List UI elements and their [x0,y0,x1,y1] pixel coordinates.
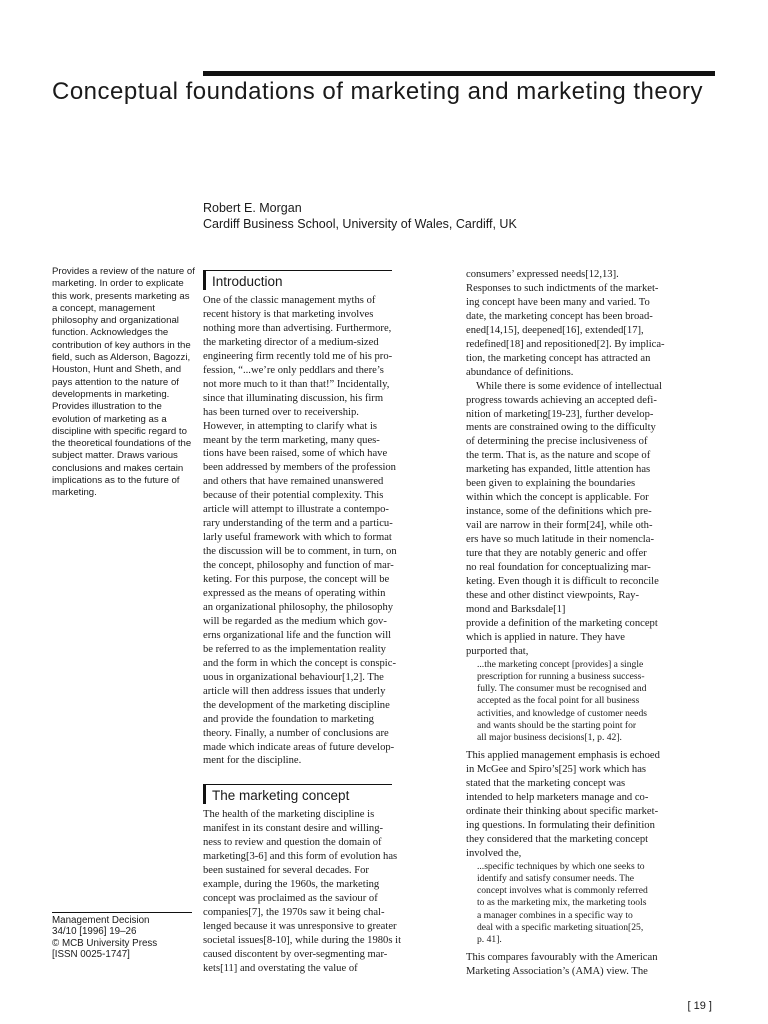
text-line: they considered that the marketing concept [466,833,649,845]
text-line: and the form in which the concept is conspic- [203,657,396,669]
text-line: provide a definition of the marketing concept [466,617,658,629]
concept-paragraph [203,808,458,975]
text-line: the marketing director of a medium-sized [203,336,379,348]
text-line: not more much to it than that!” Incidentally, [203,378,390,390]
text-line: the concept, philosophy and function of mar- [203,560,394,572]
text-line: tions have been raised, some of which have [203,448,388,460]
text-line: manifest in its constant desire and willing- [203,823,384,835]
right-paragraph-4 [466,951,721,979]
text-line: involved the, [466,847,522,859]
text-line: ordinate their thinking about specific market- [466,805,659,817]
text-line: lenged because it was unresponsive to greater [203,921,397,933]
right-paragraph-1 [466,268,721,380]
text-line: concept was proclaimed as the saviour of [203,893,378,905]
text-line: accepted as the focal point for all business [477,695,640,707]
block-quote-2 [466,861,721,946]
text-line: concept involves what is commonly referred [477,885,648,897]
text-line: engineering firm recently told me of his pro- [203,350,393,362]
text-line: Marketing Association’s (AMA) view. The [466,966,648,978]
text-line: larly useful framework with which to format [203,532,392,544]
text-line: ers have so much latitude in their nomencla- [466,534,654,546]
text-line: societal issues[8-10], while during the 1980s it [203,934,402,946]
body-column-right [466,268,721,979]
text-line: article will attempt to illustrate a contempo- [203,504,389,516]
abstract: Provides a review of the nature of marketing. In order to explicate this work, presents marketing as a concept, management philosophy and organizational function. Acknowledges the contribution of key authors in the field, such as Alderson, Bagozzi, Houston, Hunt and Sheth, and pays attention to the nature of developments in marketing. Provides illustration to the evolution of marketing as a discipline with specific regard to the theoretical foundations of the subject matter. Draws various conclusions and makes certain implications as to the future of marketing. [52,266,195,499]
text-line: erns organizational life and the function will [203,629,392,641]
text-line: caused discontent by over-segmenting mar- [203,948,388,960]
text-line: kets[11] and overstating the value of [203,962,358,974]
text-line: ...the marketing concept [provides] a single [477,658,644,670]
text-line: purported that, [466,645,529,657]
section-heading-introduction: Introduction [203,270,392,290]
text-line: been sustained for several decades. For [203,865,369,877]
text-line: nition of marketing[19-23], further develop- [466,408,654,420]
text-line: meant by the term marketing, many ques- [203,434,380,446]
journal-footer [52,912,192,960]
text-line: article will then address issues that underly [203,685,386,697]
text-line: all major business decisions[1, p. 42]. [477,731,622,743]
text-line: consumers’ expressed needs[12,13]. [466,269,619,280]
journal-publisher: © MCB University Press [52,937,158,949]
text-line: vail are narrow in their form[24], while oth- [466,520,653,532]
text-line: no real foundation for conceptualizing mar- [466,562,651,574]
text-line: ment for the discipline. [203,755,302,767]
text-line: in McGee and Spiro’s[25] work which has [466,764,647,776]
right-paragraph-2 [466,380,721,659]
text-line: ness to review and question the domain of [203,837,382,849]
text-line: While there is some evidence of intellectual [476,380,662,392]
text-line: made which indicate areas of future develop- [203,741,395,753]
text-line: to as the marketing mix, the marketing tools [477,897,647,909]
text-line: instance, some of the definitions which pre- [466,506,652,518]
text-line: these and other distinct viewpoints, Ray- [466,589,639,601]
intro-paragraph [203,294,458,768]
text-line: the discussion will be to comment, in turn, on [203,546,397,558]
text-line: ing questions. In formulating their definition [466,819,655,831]
text-line: mond and Barksdale[1] [466,603,566,615]
text-line: progress towards achieving an accepted defi- [466,394,657,406]
text-line: recent history is that marketing involves [203,308,374,320]
text-line: has been turned over to receivership. [203,406,359,418]
text-line: because of their potential complexity. This [203,490,384,502]
text-line: uous in organizational behaviour[1,2]. The [203,671,384,683]
text-line: example, during the 1960s, the marketing [203,879,380,891]
text-line: fession, “...we’re only peddlars and there’s [203,364,384,376]
text-line: keting. For this purpose, the concept will be [203,574,390,586]
article-title: Conceptual foundations of marketing and marketing theory [52,78,704,105]
text-line: an organizational philosophy, the philosophy [203,601,394,613]
text-line: theory. Finally, a number of conclusions are [203,727,389,739]
text-line: deal with a specific marketing situation[25, [477,921,644,933]
block-quote-1 [466,659,721,744]
text-line: ...specific techniques by which one seeks to [477,860,645,872]
author-name: Robert E. Morgan [203,201,302,215]
text-line: fully. The consumer must be recognised and [477,683,647,695]
text-line: p. 41]. [477,933,502,945]
author-block [203,200,723,232]
text-line: redefined[18] and repositioned[2]. By implica- [466,338,665,350]
text-line: of determining the precise inclusiveness of [466,436,648,448]
text-line: However, in attempting to clarify what is [203,420,378,432]
text-line: and provide the foundation to marketing [203,713,374,725]
author-affiliation: Cardiff Business School, University of Wales, Cardiff, UK [203,217,517,231]
right-paragraph-3 [466,749,721,861]
text-line: intended to help marketers manage and co- [466,791,649,803]
text-line: This compares favourably with the American [466,952,658,964]
text-line: ened[14,15], deepened[16], extended[17], [466,324,644,336]
text-line: abundance of definitions. [466,366,574,378]
text-line: stated that the marketing concept was [466,778,626,790]
text-line: ments are constrained owing to the difficulty [466,422,656,434]
text-line: prescription for running a business success- [477,670,645,682]
text-line: been addressed by members of the profession [203,462,396,474]
text-line: marketing has expanded, little attention has [466,464,651,476]
text-line: keting. Even though it is difficult to reconcile [466,575,659,587]
text-line: This applied management emphasis is echoed [466,750,660,762]
text-line: companies[7], the 1970s saw it being chal- [203,907,385,919]
title-rule [203,71,715,76]
section-heading-marketing-concept: The marketing concept [203,784,392,804]
text-line: rary understanding of the term and a particu- [203,518,393,530]
text-line: activities, and knowledge of customer needs [477,707,647,719]
text-line: The health of the marketing discipline is [203,809,375,821]
text-line: marketing[3-6] and this form of evolution has [203,851,398,863]
body-column-middle [203,268,458,976]
text-line: will be regarded as the medium which gov- [203,615,387,627]
journal-volume: 34/10 [1996] 19–26 [52,926,137,938]
journal-issn: [ISSN 0025-1747] [52,948,130,960]
text-line: ture that they are notably generic and offer [466,548,647,560]
journal-name: Management Decision [52,915,150,926]
text-line: tion, the marketing concept has attracted an [466,352,651,364]
text-line: expressed as the means of operating within [203,588,386,600]
text-line: a manager combines in a specific way to [477,909,633,921]
text-line: One of the classic management myths of [203,295,376,306]
text-line: be referred to as the implementation reality [203,643,386,655]
text-line: ing concept have been many and varied. To [466,296,650,308]
text-line: within which the concept is applicable. For [466,492,649,504]
text-line: been given to explaining the boundaries [466,478,636,490]
text-line: the development of the marketing discipline [203,699,390,711]
text-line: nothing more than advertising. Furthermore, [203,322,392,334]
text-line: and wants should be the starting point for [477,719,637,731]
text-line: the term. That is, as the nature and scope of [466,450,651,462]
text-line: since that illuminating discussion, his firm [203,392,384,404]
text-line: Responses to such indictments of the market- [466,282,659,294]
text-line: identify and satisfy consumer needs. The [477,872,635,884]
text-line: which is applied in nature. They have [466,631,625,643]
text-line: date, the marketing concept has been broad- [466,310,653,322]
text-line: and others that have remained unanswered [203,476,384,488]
page-number: [ 19 ] [687,1000,712,1012]
